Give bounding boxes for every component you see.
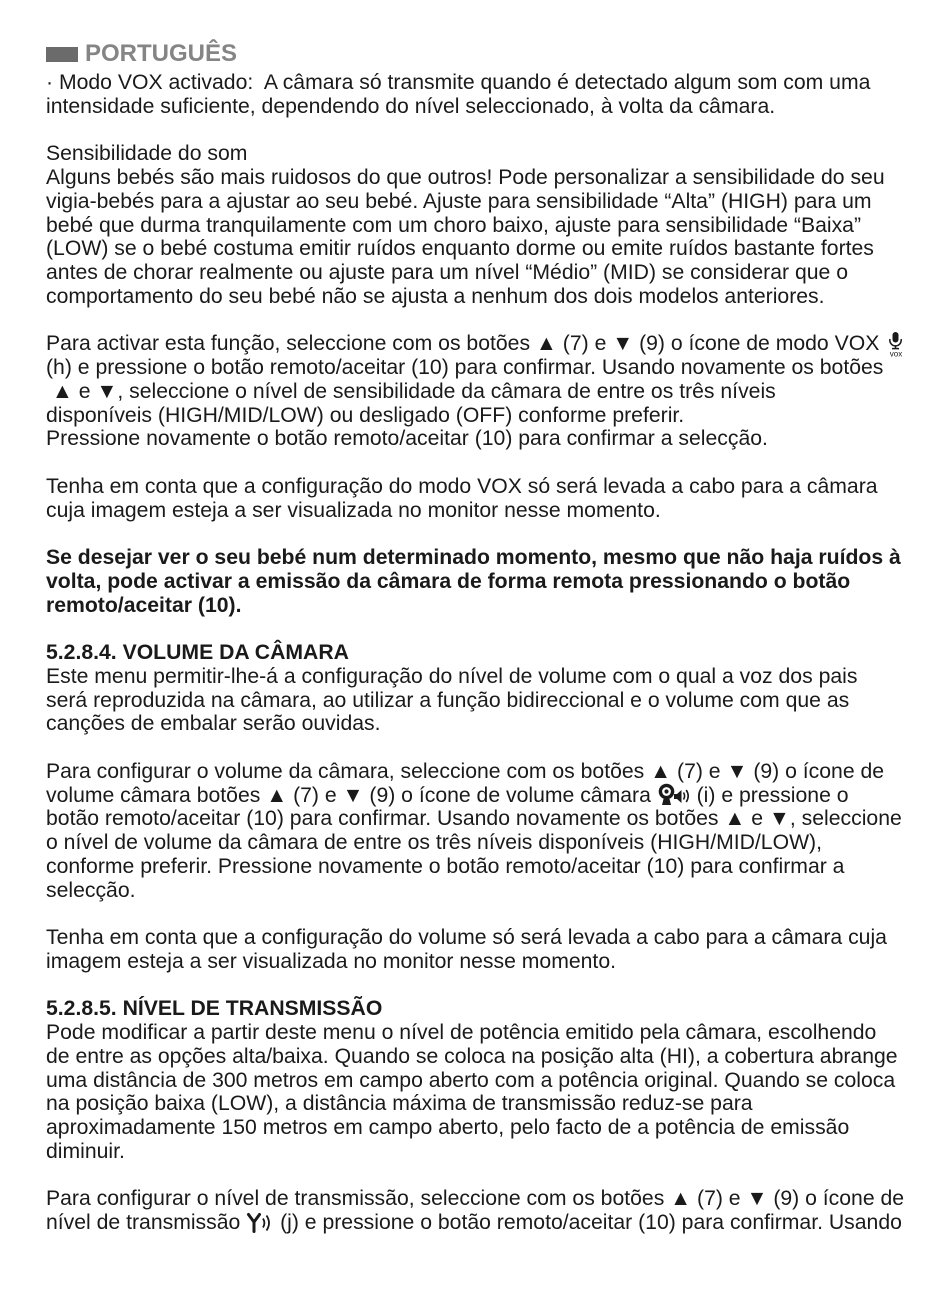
text-segment: nível de transmissão (46, 1211, 247, 1234)
text-line: Para configurar o nível de transmissão, seleccione com os botões ▲ (7) e ▼ (9) o ícone de (46, 1187, 905, 1211)
transmission-level-icon (246, 1213, 274, 1229)
section-heading: 5.2.8.4. VOLUME DA CÂMARA (46, 641, 349, 664)
text-line (46, 784, 946, 808)
text-segment: Para activar esta função, seleccione com os botões ▲ (7) e ▼ (9) o ícone de modo VOX (46, 332, 886, 356)
camera-volume-icon (657, 786, 691, 802)
bold-note-line: volta, pode activar a emissão da câmara de forma remota pressionando o botão (46, 569, 851, 593)
text-line: conforme preferir. Pressione novamente o botão remoto/aceitar (10) para confirmar a (46, 854, 845, 878)
document-body (46, 71, 946, 1235)
text-line: (LOW) se o bebé costuma emitir ruídos enquanto dorme ou emite ruídos bastante fortes (46, 237, 874, 261)
text-line: será reproduzida na câmara, ao utilizar a função bidireccional e o volume com que as (46, 688, 850, 712)
paragraph-gap (46, 119, 946, 143)
text-line: comportamento do seu bebé não se ajusta a nenhum dos dois modelos anteriores. (46, 284, 825, 308)
text-line: na posição baixa (LOW), a distância máxima de transmissão reduz-se para (46, 1092, 753, 1116)
paragraph-gap (46, 736, 946, 760)
bold-note-line: Se desejar ver o seu bebé num determinado momento, mesmo que não haja ruídos à (46, 546, 901, 569)
text-line: diminuir. (46, 1139, 125, 1163)
text-line: aproximadamente 150 metros em campo aberto, pelo facto de a potência de emissão (46, 1116, 850, 1139)
text-line (46, 332, 946, 359)
text-line: vigia-bebés para a ajustar ao seu bebé. Ajuste para sensibilidade “Alta” (HIGH) para um (46, 189, 872, 213)
text-line: Para configurar o volume da câmara, seleccione com os botões ▲ (7) e ▼ (9) o ícone de (46, 759, 885, 783)
text-line: selecção. (46, 878, 136, 902)
text-segment: volume câmara botões ▲ (7) e ▼ (9) o ícone de volume câmara (46, 783, 657, 807)
text-segment: (j) e pressione o botão remoto/aceitar (10) para confirmar. Usando (274, 1211, 902, 1234)
paragraph-gap (46, 451, 946, 475)
text-line: · Modo VOX activado: A câmara só transmite quando é detectado algum som com uma (46, 71, 871, 94)
section-heading: 5.2.8.5. NÍVEL DE TRANSMISSÃO (46, 997, 383, 1021)
text-line: canções de embalar serão ouvidas. (46, 712, 381, 736)
text-line: o nível de volume da câmara de entre os três níveis disponíveis (HIGH/MID/LOW), (46, 831, 823, 854)
text-line: Este menu permitir-lhe-á a configuração do nível de volume com o qual a voz dos pais (46, 664, 858, 688)
text-line: bebé que durma tranquilamente com um choro baixo, ajuste para sensibilidade “Baixa” (46, 213, 862, 237)
text-line: Pode modificar a partir deste menu o nível de potência emitido pela câmara, escolhendo (46, 1021, 877, 1044)
language-header (46, 41, 237, 67)
text-line: botão remoto/aceitar (10) para confirmar. Usando novamente os botões ▲ e ▼, seleccione (46, 807, 902, 831)
text-line: cuja imagem esteja a ser visualizada no monitor nesse momento. (46, 498, 661, 522)
text-line: Tenha em conta que a configuração do modo VOX só será levada a cabo para a câmara (46, 474, 878, 498)
text-line: Alguns bebés são mais ruidosos do que outros! Pode personalizar a sensibilidade do seu (46, 166, 885, 189)
vox-microphone-icon (885, 334, 907, 359)
language-title: PORTUGUÊS (85, 40, 238, 67)
text-line: Tenha em conta que a configuração do volume só será levada a cabo para a câmara cuja (46, 926, 887, 949)
text-line: de entre as opções alta/baixa. Quando se coloca na posição alta (HI), a cobertura abrange (46, 1044, 898, 1068)
text-line: disponíveis (HIGH/MID/LOW) ou desligado (OFF) conforme preferir. (46, 403, 685, 427)
language-header-bar (46, 47, 78, 62)
text-line: Pressione novamente o botão remoto/aceitar (10) para confirmar a selecção. (46, 427, 768, 451)
paragraph-gap (46, 522, 946, 546)
bold-note-line: remoto/aceitar (10). (46, 593, 242, 617)
text-line: (h) e pressione o botão remoto/aceitar (10) para confirmar. Usando novamente os botões (46, 356, 884, 379)
text-line: uma distância de 300 metros em campo aberto com a potência original. Quando se coloca (46, 1068, 896, 1092)
text-line: imagem esteja a ser visualizada no monitor nesse momento. (46, 949, 616, 973)
paragraph-gap (46, 902, 946, 926)
subsection-title: Sensibilidade do som (46, 142, 248, 166)
text-line: antes de chorar realmente ou ajuste para um nível “Médio” (MID) se considerar que o (46, 261, 848, 284)
paragraph-gap (46, 974, 946, 998)
vox-icon-label: vox (890, 349, 903, 359)
text-segment: (i) e pressione o (690, 783, 849, 807)
paragraph-gap (46, 617, 946, 641)
paragraph-gap (46, 309, 946, 333)
text-line: ▲ e ▼, seleccione o nível de sensibilidade da câmara de entre os três níveis (46, 379, 776, 403)
paragraph-gap (46, 1164, 946, 1188)
text-line (46, 1211, 946, 1235)
text-line: intensidade suficiente, dependendo do nível seleccionado, à volta da câmara. (46, 94, 776, 118)
